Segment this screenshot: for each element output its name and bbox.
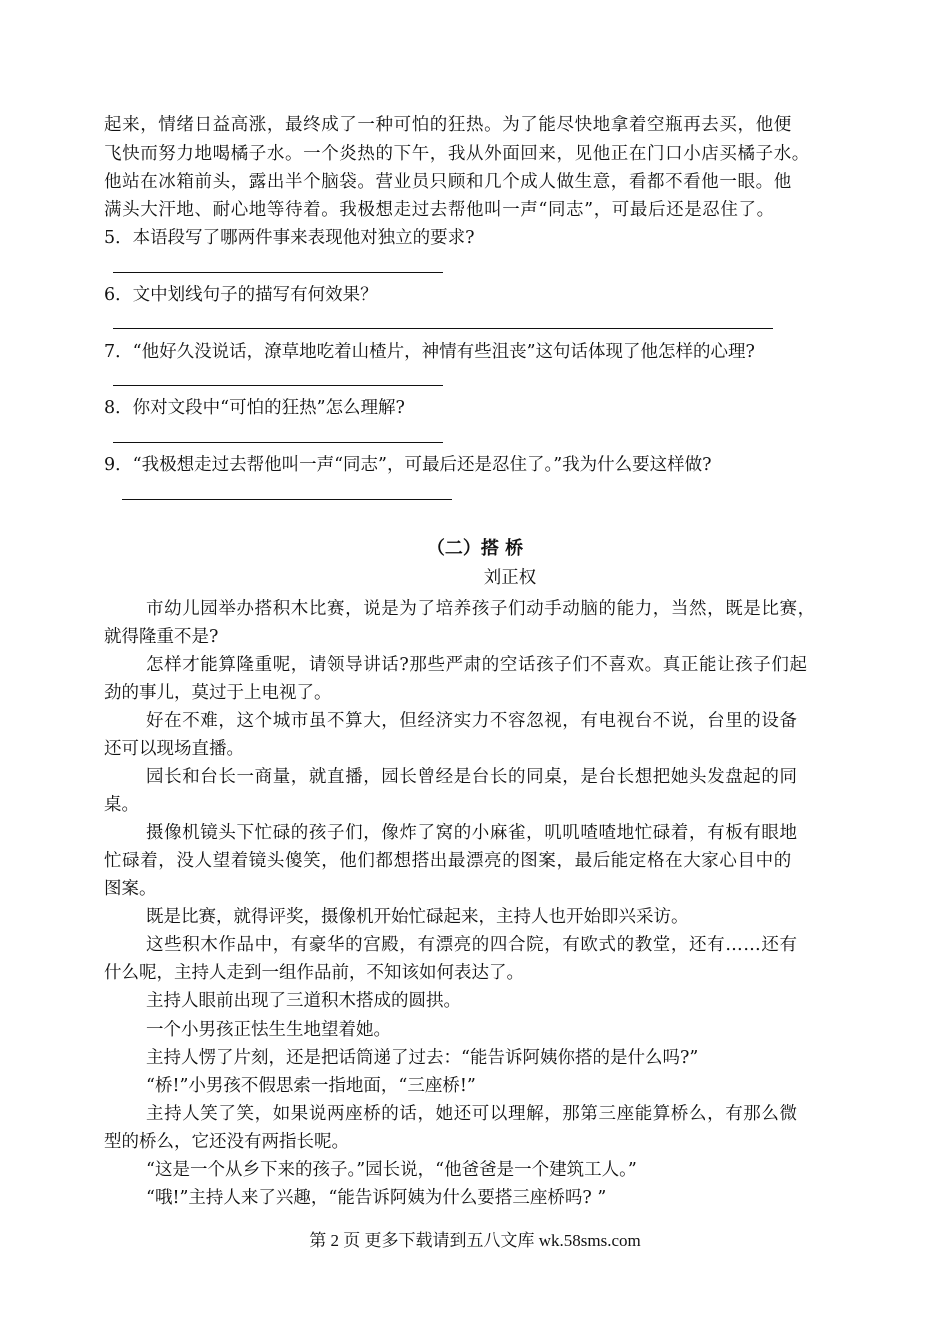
answer-blank-7[interactable] (113, 385, 443, 386)
story-line: 怎样才能算隆重呢，请领导讲话?那些严肃的空话孩子们不喜欢。真正能让孩子们起 (146, 655, 808, 675)
story-line: “哦!”主持人来了兴趣，“能告诉阿姨为什么要搭三座桥吗? ” (146, 1188, 607, 1208)
question-5: 5．本语段写了哪两件事来表现他对独立的要求? (104, 228, 475, 248)
question-8: 8．你对文段中“可怕的狂热”怎么理解? (104, 398, 405, 418)
story-line: 主持人愣了片刻，还是把话筒递了过去：“能告诉阿姨你搭的是什么吗?” (146, 1048, 699, 1068)
story-line: 图案。 (104, 879, 157, 899)
story-line: 桌。 (104, 795, 139, 815)
story-line: 园长和台长一商量，就直播，园长曾经是台长的同桌，是台长想把她头发盘起的同 (146, 767, 798, 787)
question-7: 7．“他好久没说话，潦草地吃着山楂片，神情有些沮丧”这句话体现了他怎样的心理? (104, 342, 755, 362)
story-line: 就得隆重不是? (104, 627, 219, 647)
answer-blank-5[interactable] (113, 272, 443, 273)
story-line: “桥!”小男孩不假思索一指地面，“三座桥!” (146, 1076, 476, 1096)
answer-blank-6[interactable] (113, 328, 773, 329)
author-name: 刘正权 (483, 568, 537, 588)
story-line: 还可以现场直播。 (104, 739, 244, 759)
story-line: 主持人笑了笑，如果说两座桥的话，她还可以理解，那第三座能算桥么，有那么微 (146, 1104, 798, 1124)
story-line: 一个小男孩正怯生生地望着她。 (146, 1020, 391, 1040)
story-line: 型的桥么，它还没有两指长呢。 (104, 1132, 349, 1152)
passage-line: 满头大汗地、耐心地等待着。我极想走过去帮他叫一声“同志”，可最后还是忍住了。 (104, 200, 775, 220)
story-line: 这些积木作品中，有豪华的宫殿，有漂亮的四合院，有欧式的教堂，还有……还有 (146, 935, 798, 955)
story-line: 什么呢，主持人走到一组作品前，不知该如何表达了。 (104, 963, 524, 983)
story-line: 既是比赛，就得评奖，摄像机开始忙碌起来，主持人也开始即兴采访。 (146, 907, 689, 927)
story-line: 忙碌着，没人望着镜头傻笑，他们都想搭出最漂亮的图案，最后能定格在大家心目中的 (104, 851, 792, 871)
page-footer: 第 2 页 更多下载请到五八文库 wk.58sms.com (309, 1231, 641, 1250)
story-line: 好在不难，这个城市虽不算大，但经济实力不容忽视，有电视台不说，台里的设备 (146, 711, 798, 731)
question-6: 6．文中划线句子的描写有何效果？ (104, 285, 378, 305)
section-title: （二）搭 桥 (426, 538, 524, 559)
story-line: “这是一个从乡下来的孩子。”园长说，“他爸爸是一个建筑工人。” (146, 1160, 637, 1180)
story-line: 市幼儿园举办搭积木比赛，说是为了培养孩子们动手动脑的能力，当然，既是比赛， (146, 599, 816, 619)
answer-blank-8[interactable] (113, 442, 443, 443)
story-line: 摄像机镜头下忙碌的孩子们，像炸了窝的小麻雀，叽叽喳喳地忙碌着，有板有眼地 (146, 823, 798, 843)
passage-line: 飞快而努力地喝橘子水。一个炎热的下午，我从外面回来，见他正在门口小店买橘子水。 (104, 144, 810, 164)
passage-line: 起来，情绪日益高涨，最终成了一种可怕的狂热。为了能尽快地拿着空瓶再去买，他便 (104, 115, 792, 135)
passage-line: 他站在冰箱前头，露出半个脑袋。营业员只顾和几个成人做生意，看都不看他一眼。他 (104, 172, 792, 192)
answer-blank-9[interactable] (122, 499, 452, 500)
question-9: 9．“我极想走过去帮他叫一声“同志”，可最后还是忍住了。”我为什么要这样做? (104, 455, 712, 475)
story-line: 劲的事儿，莫过于上电视了。 (104, 683, 332, 703)
story-line: 主持人眼前出现了三道积木搭成的圆拱。 (146, 991, 461, 1011)
